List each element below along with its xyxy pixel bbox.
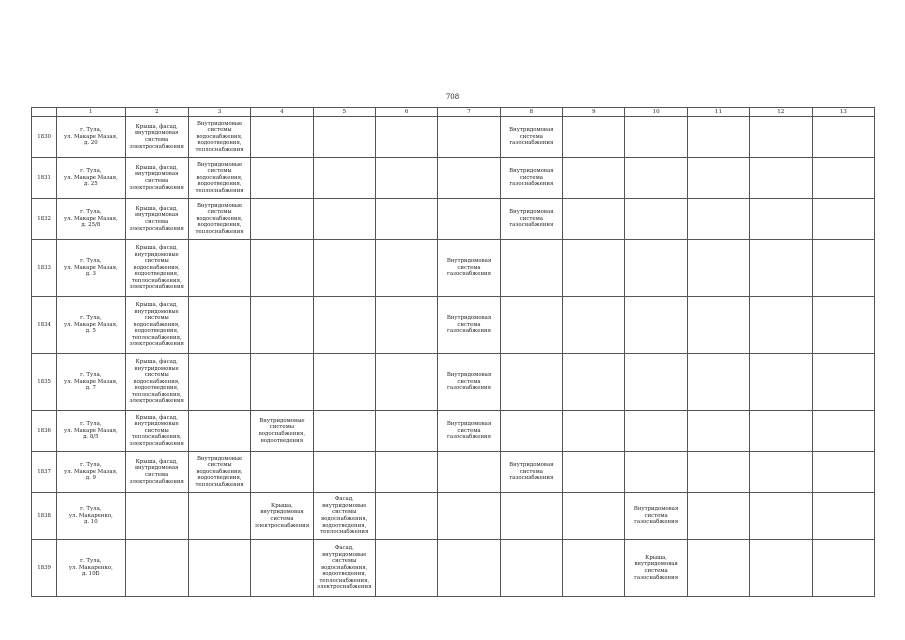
repair-schedule-table (31, 107, 875, 597)
work-cell (563, 540, 625, 597)
work-cell (500, 297, 562, 354)
column-header-row (32, 108, 875, 117)
work-cell (750, 493, 812, 540)
column-header: 2 (125, 108, 188, 117)
work-cell (812, 240, 875, 297)
work-cell (687, 240, 749, 297)
work-cell (251, 158, 313, 199)
work-cell (375, 199, 437, 240)
column-header: 12 (750, 108, 812, 117)
table-row (32, 297, 875, 354)
work-cell (188, 240, 250, 297)
work-cell (563, 493, 625, 540)
row-number: 1838 (32, 493, 57, 540)
work-cell: Внутридомовая система газоснабжения (500, 199, 562, 240)
work-cell (500, 240, 562, 297)
work-cell (563, 354, 625, 411)
table-row (32, 199, 875, 240)
work-cell (313, 199, 375, 240)
work-cell (625, 199, 687, 240)
work-cell: Внутридомовая система газоснабжения (438, 240, 500, 297)
work-cell: Внутридомовые системы водоснабжения, водоотведения, теплоснабжения (188, 452, 250, 493)
work-cell (750, 297, 812, 354)
column-header: 11 (687, 108, 749, 117)
column-header: 8 (500, 108, 562, 117)
work-cell (375, 297, 437, 354)
work-cell: Крыша, фасад, внутридомовые системы водоснабжения, водоотведения, теплоснабжения, электроснабжения (125, 297, 188, 354)
work-cell: Внутридомовая система газоснабжения (500, 158, 562, 199)
work-cell: Внутридомовая система газоснабжения (500, 117, 562, 158)
address-cell: г. Тула, ул. Макаре Мазая, д. 20 (57, 117, 125, 158)
column-header: 4 (251, 108, 313, 117)
work-cell (251, 240, 313, 297)
work-cell: Внутридомовые системы водоснабжения, водоотведения, теплоснабжения (188, 117, 250, 158)
work-cell (313, 411, 375, 452)
work-cell (375, 452, 437, 493)
work-cell (812, 199, 875, 240)
work-cell: Внутридомовая система газоснабжения (625, 493, 687, 540)
work-cell (125, 493, 188, 540)
work-cell (438, 117, 500, 158)
work-cell (687, 158, 749, 199)
work-cell (812, 158, 875, 199)
address-cell: г. Тула, ул. Макаре Мазая, д. 25/8 (57, 199, 125, 240)
address-cell: г. Тула, ул. Макаренко, д. 10Б (57, 540, 125, 597)
work-cell (438, 158, 500, 199)
table-row (32, 540, 875, 597)
column-header: 5 (313, 108, 375, 117)
work-cell (625, 452, 687, 493)
work-cell (625, 117, 687, 158)
work-cell (563, 199, 625, 240)
work-cell: Внутридомовые системы водоснабжения, водоотведения, теплоснабжения (188, 158, 250, 199)
work-cell (438, 540, 500, 597)
work-cell (687, 354, 749, 411)
work-cell (687, 297, 749, 354)
table-row (32, 354, 875, 411)
work-cell (812, 354, 875, 411)
work-cell (500, 493, 562, 540)
work-cell (563, 158, 625, 199)
work-cell (563, 411, 625, 452)
row-number: 1832 (32, 199, 57, 240)
work-cell (687, 452, 749, 493)
work-cell (750, 240, 812, 297)
column-header: 6 (375, 108, 437, 117)
work-cell (188, 493, 250, 540)
work-cell (812, 493, 875, 540)
table-row (32, 240, 875, 297)
table-row (32, 452, 875, 493)
address-cell: г. Тула, ул. Макаре Мазая, д. 7 (57, 354, 125, 411)
table-row (32, 411, 875, 452)
work-cell: Внутридомовая система газоснабжения (438, 297, 500, 354)
address-cell: г. Тула, ул. Макаре Мазая, д. 3 (57, 240, 125, 297)
work-cell (438, 452, 500, 493)
work-cell (750, 452, 812, 493)
work-cell (313, 117, 375, 158)
column-header: 10 (625, 108, 687, 117)
column-header: 3 (188, 108, 250, 117)
address-cell: г. Тула, ул. Макаренко, д. 10 (57, 493, 125, 540)
address-cell: г. Тула, ул. Макаре Мазая, д. 25 (57, 158, 125, 199)
work-cell (812, 117, 875, 158)
work-cell (625, 158, 687, 199)
work-cell (812, 297, 875, 354)
work-cell (563, 297, 625, 354)
row-number: 1831 (32, 158, 57, 199)
row-number: 1834 (32, 297, 57, 354)
row-number: 1833 (32, 240, 57, 297)
work-cell (313, 452, 375, 493)
work-cell (625, 354, 687, 411)
work-cell (375, 158, 437, 199)
work-cell (750, 540, 812, 597)
work-cell: Крыша, фасад, внутридомовая система электроснабжения (125, 158, 188, 199)
work-cell: Крыша, фасад, внутридомовые системы водоснабжения, водоотведения, теплоснабжения, электроснабжения (125, 240, 188, 297)
work-cell (188, 411, 250, 452)
work-cell (375, 117, 437, 158)
work-cell (687, 411, 749, 452)
work-cell (750, 117, 812, 158)
work-cell (251, 540, 313, 597)
work-cell: Внутридомовая система газоснабжения (438, 354, 500, 411)
row-number: 1837 (32, 452, 57, 493)
work-cell: Внутридомовые системы водоснабжения, водоотведения (251, 411, 313, 452)
work-cell (563, 452, 625, 493)
header-blank-cell (32, 108, 57, 117)
address-cell: г. Тула, ул. Макаре Мазая, д. 9 (57, 452, 125, 493)
work-cell (687, 117, 749, 158)
work-cell: Крыша, фасад, внутридомовая система электроснабжения (125, 452, 188, 493)
table-row (32, 493, 875, 540)
row-number: 1830 (32, 117, 57, 158)
work-cell (313, 158, 375, 199)
table-row (32, 117, 875, 158)
address-cell: г. Тула, ул. Макаре Мазая, д. 8/5 (57, 411, 125, 452)
work-cell: Фасад, внутридомовые системы водоснабжения, водоотведения, теплоснабжения (313, 493, 375, 540)
row-number: 1836 (32, 411, 57, 452)
work-cell (500, 354, 562, 411)
work-cell (251, 117, 313, 158)
work-cell (750, 354, 812, 411)
work-cell (251, 354, 313, 411)
work-cell (251, 297, 313, 354)
work-cell: Крыша, фасад, внутридомовые системы теплоснабжения, электроснабжения (125, 411, 188, 452)
work-cell (625, 297, 687, 354)
work-cell (188, 540, 250, 597)
column-header: 1 (57, 108, 125, 117)
work-cell (375, 411, 437, 452)
work-cell (375, 540, 437, 597)
work-cell (687, 199, 749, 240)
work-cell: Внутридомовая система газоснабжения (438, 411, 500, 452)
work-cell (251, 452, 313, 493)
work-cell: Крыша, фасад, внутридомовая система электроснабжения (125, 199, 188, 240)
work-cell (188, 354, 250, 411)
work-cell (750, 199, 812, 240)
work-cell (500, 540, 562, 597)
work-cell: Крыша, внутридомовая система газоснабжения (625, 540, 687, 597)
work-cell (750, 411, 812, 452)
work-cell: Крыша, внутридомовая система электроснабжения (251, 493, 313, 540)
work-cell (375, 354, 437, 411)
work-cell (563, 117, 625, 158)
work-cell (313, 297, 375, 354)
work-cell (125, 540, 188, 597)
work-cell (563, 240, 625, 297)
row-number: 1839 (32, 540, 57, 597)
work-cell (687, 540, 749, 597)
work-cell (313, 354, 375, 411)
table-row (32, 158, 875, 199)
work-cell (625, 411, 687, 452)
work-cell (500, 411, 562, 452)
work-cell (438, 493, 500, 540)
work-cell (750, 158, 812, 199)
work-cell: Крыша, фасад, внутридомовая система электроснабжения (125, 117, 188, 158)
work-cell: Фасад, внутридомовые системы водоснабжения, водоотведения, теплоснабжения, электроснабжения (313, 540, 375, 597)
work-cell: Крыша, фасад, внутридомовые системы водоснабжения, водоотведения, теплоснабжения, электроснабжения (125, 354, 188, 411)
column-header: 13 (812, 108, 875, 117)
work-cell (812, 452, 875, 493)
work-cell (375, 493, 437, 540)
column-header: 7 (438, 108, 500, 117)
work-cell (625, 240, 687, 297)
page-number: 708 (445, 93, 460, 101)
work-cell (438, 199, 500, 240)
work-cell (251, 199, 313, 240)
work-cell (313, 240, 375, 297)
work-cell (812, 540, 875, 597)
work-cell (687, 493, 749, 540)
row-number: 1835 (32, 354, 57, 411)
address-cell: г. Тула, ул. Макаре Мазая, д. 5 (57, 297, 125, 354)
work-cell: Внутридомовые системы водоснабжения, водоотведения, теплоснабжения (188, 199, 250, 240)
work-cell (812, 411, 875, 452)
work-cell (375, 240, 437, 297)
work-cell (188, 297, 250, 354)
work-cell: Внутридомовая система газоснабжения (500, 452, 562, 493)
column-header: 9 (563, 108, 625, 117)
